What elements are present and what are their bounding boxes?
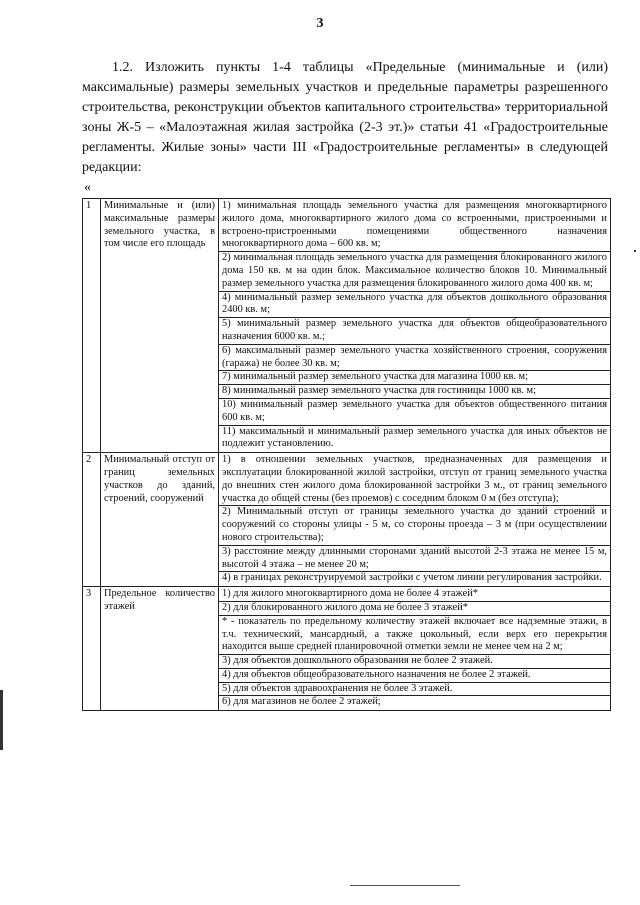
- row-number: 2: [83, 453, 101, 587]
- value-item: 4) в границах реконструируемой застройки с учетом линии регулирования застройки.: [222, 572, 602, 584]
- value-item: 6) для магазинов не более 2 этажей;: [222, 696, 381, 708]
- value-item: 11) максимальный и минимальный размер земельного участка для иных объектов не подлежит установлению.: [222, 425, 607, 450]
- table-row: [83, 453, 611, 587]
- value-item: 10) минимальный размер земельного участка для объектов общественного питания 600 кв. м;: [219, 399, 610, 426]
- scan-edge-mark: [634, 250, 636, 252]
- parameter-values: [219, 453, 611, 587]
- table-row: [83, 199, 611, 453]
- parameter-values: [219, 199, 611, 453]
- value-item: 1) для жилого многоквартирного дома не более 4 этажей*: [219, 588, 610, 602]
- value-item: 1) в отношении земельных участков, предназначенных для размещения и эксплуатации блокированной жилой застройки, отступ от границ земельного участка до внешних стен жилого дома блокированной застройки 3 м., от границ земельного участка до общей стены (без проемов) с соседним блоком 0 м (без отступа);: [219, 454, 610, 506]
- value-item: 4) минимальный размер земельного участка для объектов дошкольного образования 2400 кв. м;: [219, 292, 610, 319]
- page-number: 3: [316, 16, 324, 31]
- parameter-name: Минимальные и (или) максимальные размеры земельного участка, в том числе его площадь: [101, 199, 219, 453]
- value-item: 2) минимальная площадь земельного участка для размещения блокированного жилого дома 150 кв. м на один блок. Максимальное количество блоков 10. Минимальный размер земельного участка для размещения блокированного жилого дома 400 кв. м;: [219, 252, 610, 291]
- value-item: 3) расстояние между длинными сторонами зданий высотой 2-3 этажа не менее 15 м, высотой 4 этажа – не менее 20 м;: [219, 546, 610, 573]
- parameter-name: Минимальный отступ от границ земельных участков до зданий, строений, сооружений: [101, 453, 219, 587]
- bottom-rule: [350, 885, 460, 886]
- parameter-name: Предельное количество этажей: [101, 587, 219, 711]
- value-item: 5) минимальный размер земельного участка для объектов общеобразовательного назначения 6000 кв. м.;: [219, 318, 610, 345]
- value-item: * - показатель по предельному количеству этажей включает все надземные этажи, в т.ч. технический, мансардный, а также цокольный, если верх его перекрытия находится выше средней планировочной отметки земли не менее чем на 2 м;: [219, 616, 610, 655]
- value-item: 8) минимальный размер земельного участка для гостиницы 1000 кв. м;: [219, 385, 610, 399]
- row-number: 1: [83, 199, 101, 453]
- value-item: 3) для объектов дошкольного образования не более 2 этажей.: [219, 655, 610, 669]
- value-item: 4) для объектов общеобразовательного назначения не более 2 этажей.: [219, 669, 610, 683]
- value-item: 6) максимальный размер земельного участка хозяйственного строения, сооружения (гаража) не более 30 кв. м;: [219, 345, 610, 372]
- value-item: 2) Минимальный отступ от границы земельного участка до зданий строений и сооружений со стороны улицы - 5 м, со стороны проезда – 3 м (при осуществлении нового строительства);: [219, 506, 610, 545]
- row-number: 3: [83, 587, 101, 711]
- scan-edge-mark: [0, 690, 3, 750]
- value-item: 1) минимальная площадь земельного участка для размещения многоквартирного жилого дома, многоквартирного жилого дома со встроенными, пристроенными и встроено-пристроенными помещениями общественного назначения многоквартирного дома – 600 кв. м;: [219, 200, 610, 252]
- value-item: 5) для объектов здравоохранения не более 3 этажей.: [219, 683, 610, 697]
- regulations-table: [82, 198, 611, 711]
- parameter-values: [219, 587, 611, 711]
- intro-paragraph: 1.2. Изложить пункты 1-4 таблицы «Предельные (минимальные и (или) максимальные) размеры земельных участков и предельные параметры разрешенного строительства, реконструкции объектов капитального строительства» территориальной зоны Ж-5 – «Малоэтажная жилая застройка (2-3 эт.)» статьи 41 «Градостроительные регламенты. Жилые зоны» части III «Градостроительные регламенты» в следующей редакции:: [82, 60, 608, 175]
- opening-quote: «: [84, 180, 91, 195]
- value-item: 7) минимальный размер земельного участка для магазина 1000 кв. м;: [219, 371, 610, 385]
- table-row: [83, 587, 611, 711]
- value-item: 2) для блокированного жилого дома не более 3 этажей*: [219, 602, 610, 616]
